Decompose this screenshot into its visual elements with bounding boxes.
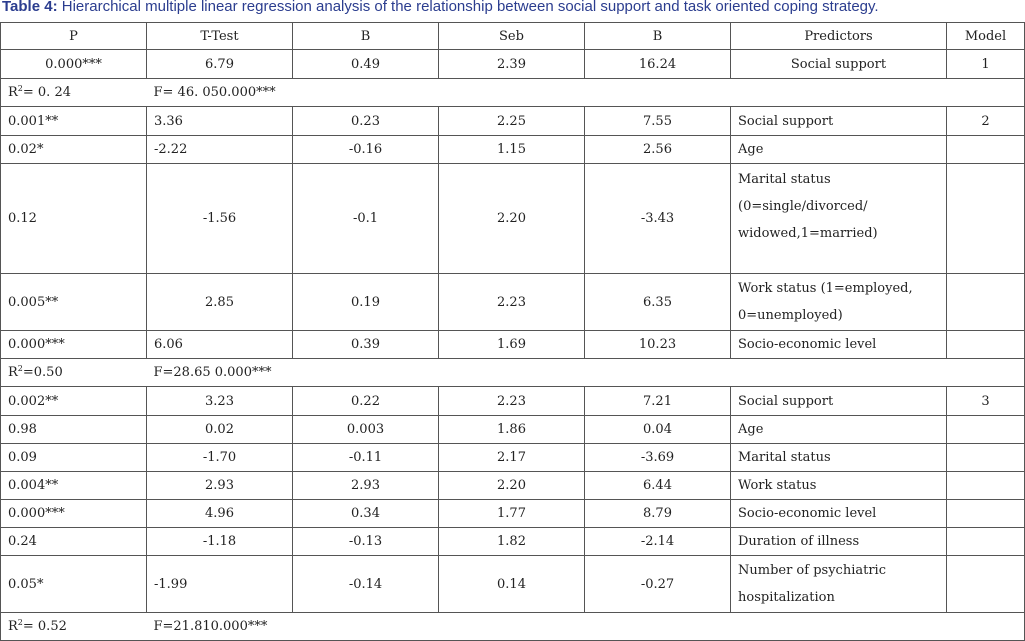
r-squared: $R^2= 0.52$ [1, 613, 147, 641]
cell-b: -0.16 [293, 136, 439, 164]
table-row [1, 274, 1025, 331]
cell-seb: 1.86 [439, 416, 585, 444]
cell-model [947, 274, 1025, 331]
cell-predictor: Social support [731, 50, 947, 79]
r-squared: $R^2= 0$. 24 [1, 79, 147, 107]
cell-predictor: Duration of illness [731, 528, 947, 556]
cell-t: -1.18 [147, 528, 293, 556]
table-row [1, 528, 1025, 556]
cell-t: 4.96 [147, 500, 293, 528]
summary-row [1, 359, 1025, 387]
f-statistic: F= 46. 050.000*** [147, 79, 1025, 107]
cell-t: 0.02 [147, 416, 293, 444]
table-row [1, 444, 1025, 472]
cell-p: 0.02* [1, 136, 147, 164]
f-statistic: F=21.810.000*** [147, 613, 1025, 641]
header-b2: B [585, 23, 731, 50]
cell-predictor: Work status (1=employed, 0=unemployed) [731, 274, 947, 331]
cell-model [947, 164, 1025, 274]
cell-seb: 1.15 [439, 136, 585, 164]
cell-seb: 2.23 [439, 274, 585, 331]
cell-predictor: Social support [731, 387, 947, 416]
cell-b2: 2.56 [585, 136, 731, 164]
summary-row [1, 79, 1025, 107]
caption-text: Hierarchical multiple linear regression analysis of the relationship between social support and task oriented coping strategy. [57, 0, 879, 15]
cell-t: -1.99 [147, 556, 293, 613]
cell-t: -1.70 [147, 444, 293, 472]
table-row [1, 556, 1025, 613]
cell-seb: 1.69 [439, 331, 585, 359]
cell-b2: 8.79 [585, 500, 731, 528]
cell-p: 0.000*** [1, 50, 147, 79]
table-caption [2, 0, 879, 17]
cell-predictor: Number of psychiatric hospitalization [731, 556, 947, 613]
summary-row [1, 613, 1025, 641]
header-seb: Seb [439, 23, 585, 50]
table-row [1, 107, 1025, 136]
cell-seb: 1.77 [439, 500, 585, 528]
cell-b: -0.11 [293, 444, 439, 472]
cell-predictor: Socio-economic level [731, 500, 947, 528]
cell-t: 2.85 [147, 274, 293, 331]
table-row [1, 331, 1025, 359]
table-row [1, 164, 1025, 274]
cell-model [947, 444, 1025, 472]
cell-b2: 7.21 [585, 387, 731, 416]
header-t-test: T-Test [147, 23, 293, 50]
cell-predictor: Social support [731, 107, 947, 136]
cell-b2: -3.69 [585, 444, 731, 472]
cell-seb: 2.25 [439, 107, 585, 136]
cell-p: 0.98 [1, 416, 147, 444]
cell-predictor: Work status [731, 472, 947, 500]
cell-b2: 6.35 [585, 274, 731, 331]
cell-t: 2.93 [147, 472, 293, 500]
cell-b: 0.34 [293, 500, 439, 528]
cell-t: 6.06 [147, 331, 293, 359]
cell-t: 3.36 [147, 107, 293, 136]
cell-p: 0.004** [1, 472, 147, 500]
cell-predictor: Marital status [731, 444, 947, 472]
cell-seb: 0.14 [439, 556, 585, 613]
header-row [1, 23, 1025, 50]
cell-t: 6.79 [147, 50, 293, 79]
cell-b: 0.23 [293, 107, 439, 136]
cell-model: 1 [947, 50, 1025, 79]
cell-p: 0.05* [1, 556, 147, 613]
cell-seb: 2.39 [439, 50, 585, 79]
cell-b2: 0.04 [585, 416, 731, 444]
cell-b: 0.39 [293, 331, 439, 359]
cell-b2: 6.44 [585, 472, 731, 500]
header-predictors: Predictors [731, 23, 947, 50]
header-b: B [293, 23, 439, 50]
cell-model [947, 556, 1025, 613]
cell-model [947, 500, 1025, 528]
cell-p: 0.000*** [1, 500, 147, 528]
table-row [1, 472, 1025, 500]
cell-model [947, 528, 1025, 556]
cell-b: 0.49 [293, 50, 439, 79]
cell-b2: 7.55 [585, 107, 731, 136]
cell-seb: 2.23 [439, 387, 585, 416]
cell-predictor: Socio-economic level [731, 331, 947, 359]
cell-b: -0.13 [293, 528, 439, 556]
caption-label: Table 4: [2, 0, 58, 15]
cell-b: -0.1 [293, 164, 439, 274]
cell-b: 0.19 [293, 274, 439, 331]
cell-model [947, 136, 1025, 164]
cell-p: 0.24 [1, 528, 147, 556]
header-model: Model [947, 23, 1025, 50]
cell-predictor: Age [731, 416, 947, 444]
cell-p: 0.002** [1, 387, 147, 416]
cell-b: 2.93 [293, 472, 439, 500]
cell-t: -2.22 [147, 136, 293, 164]
table-row [1, 50, 1025, 79]
cell-b: -0.14 [293, 556, 439, 613]
cell-model [947, 416, 1025, 444]
cell-p: 0.000*** [1, 331, 147, 359]
cell-b: 0.003 [293, 416, 439, 444]
cell-b2: -2.14 [585, 528, 731, 556]
cell-t: 3.23 [147, 387, 293, 416]
cell-p: 0.001** [1, 107, 147, 136]
cell-model [947, 472, 1025, 500]
r-squared: $R^2=0.50$ [1, 359, 147, 387]
cell-predictor: Age [731, 136, 947, 164]
cell-b2: -3.43 [585, 164, 731, 274]
cell-seb: 2.20 [439, 472, 585, 500]
cell-model [947, 331, 1025, 359]
cell-seb: 1.82 [439, 528, 585, 556]
cell-b2: -0.27 [585, 556, 731, 613]
cell-seb: 2.20 [439, 164, 585, 274]
cell-p: 0.09 [1, 444, 147, 472]
cell-b: 0.22 [293, 387, 439, 416]
cell-t: -1.56 [147, 164, 293, 274]
cell-p: 0.12 [1, 164, 147, 274]
cell-b2: 16.24 [585, 50, 731, 79]
table-row [1, 136, 1025, 164]
cell-model: 3 [947, 387, 1025, 416]
cell-predictor: Marital status (0=single/divorced/ widowed,1=married) [731, 164, 947, 274]
table-row [1, 416, 1025, 444]
cell-b2: 10.23 [585, 331, 731, 359]
table-row [1, 387, 1025, 416]
cell-seb: 2.17 [439, 444, 585, 472]
regression-table [0, 22, 1025, 641]
header-p: P [1, 23, 147, 50]
cell-p: 0.005** [1, 274, 147, 331]
table-row [1, 500, 1025, 528]
cell-model: 2 [947, 107, 1025, 136]
f-statistic: F=28.65 0.000*** [147, 359, 1025, 387]
